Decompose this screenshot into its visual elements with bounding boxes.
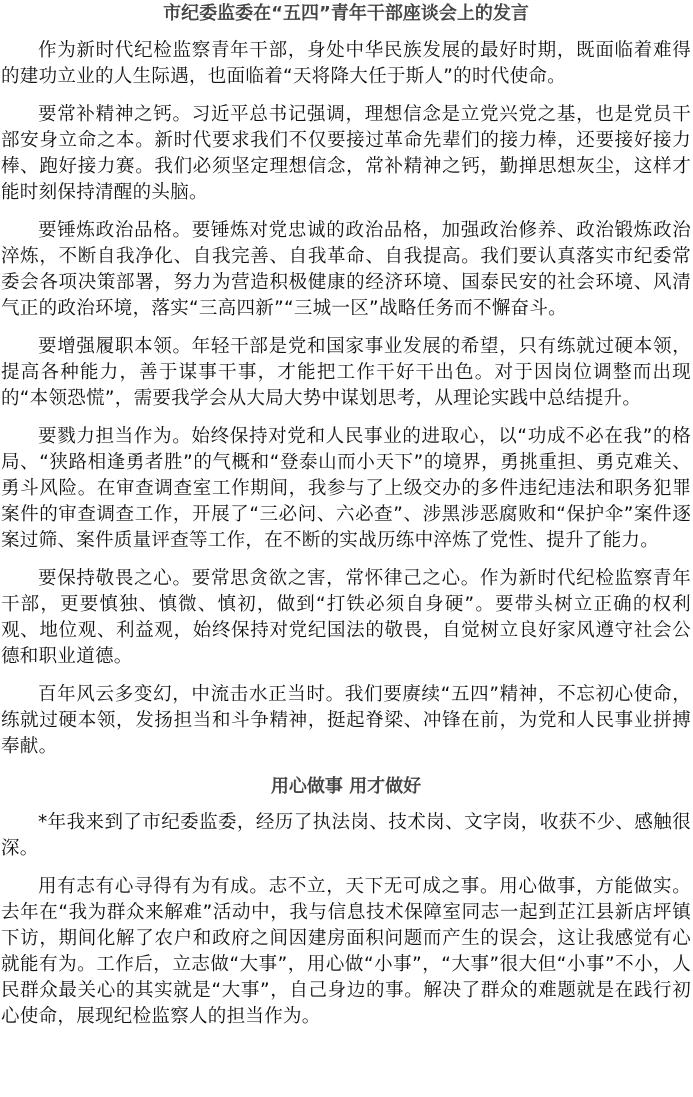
article-paragraph: 要戮力担当作为。始终保持对党和人民事业的进取心，以“功成不必在我”的格局、“狭路相逢勇者胜”的气概和“登泰山而小天下”的境界，勇挑重担、勇克难关、勇斗风险。在审查调查室工作期间，我参与了上级交办的多件违纪违法和职务犯罪案件的审查调查工作，开展了“三必问、六必查”、涉黑涉恶腐败和“保护伞”案件逐案过筛、案件质量评查等工作，在不断的实战历练中淬炼了党性、提升了能力。	[1, 426, 691, 551]
article-paragraph: 要增强履职本领。年轻干部是党和国家事业发展的希望，只有练就过硬本领，提高各种能力，善于谋事干事，才能把工作干好干出色。对于因岗位调整而出现的“本领恐慌”，需要我学会从大局大势中谋划思考，从理论实践中总结提升。	[1, 336, 691, 409]
article-paragraph: 作为新时代纪检监察青年干部，身处中华民族发展的最好时期，既面临着难得的建功立业的人生际遇，也面临着“天将降大任于斯人”的时代使命。	[1, 40, 691, 87]
article-paragraph: 要常补精神之钙。习近平总书记强调，理想信念是立党兴党之基，也是党员干部安身立命之本。新时代要求我们不仅要接过革命先辈们的接力棒，还要接好接力棒、跑好接力赛。我们必须坚定理想信念，常补精神之钙，勤掸思想灰尘，这样才能时刻保持清醒的头脑。	[1, 104, 691, 203]
article-title: 市纪委监委在“五四”青年干部座谈会上的发言	[163, 3, 529, 24]
article-paragraph: 百年风云多变幻，中流击水正当时。我们要赓续“五四”精神，不忘初心使命，练就过硬本领，发扬担当和斗争精神，挺起脊梁、冲锋在前，为党和人民事业拼搏奉献。	[1, 684, 691, 757]
article-paragraph: 要锤炼政治品格。要锤炼对党忠诚的政治品格，加强政治修养、政治锻炼政治淬炼，不断自我净化、自我完善、自我革命、自我提高。我们要认真落实市纪委常委会各项决策部署，努力为营造积极健康的经济环境、国泰民安的社会环境、风清气正的政治环境，落实“三高四新”“三城一区”战略任务而不懈奋斗。	[1, 220, 691, 319]
article-paragraph: 要保持敬畏之心。要常思贪欲之害，常怀律己之心。作为新时代纪检监察青年干部，更要慎独、慎微、慎初，做到“打铁必须自身硬”。要带头树立正确的权利观、地位观、利益观，始终保持对党纪国法的敬畏，自觉树立良好家风遵守社会公德和职业道德。	[1, 568, 691, 667]
article-paragraph: 用有志有心寻得有为有成。志不立，天下无可成之事。用心做事，方能做实。去年在“我为群众来解难”活动中，我与信息技术保障室同志一起到芷江县新店坪镇下访，期间化解了农户和政府之间因建房面积问题而产生的误会，这让我感觉有心就能有为。工作后，立志做“大事”，用心做“小事”，“大事”很大但“小事”不小，人民群众最关心的其实就是“大事”，自己身边的事。解决了群众的难题就是在践行初心使命，展现纪检监察人的担当作为。	[1, 876, 691, 1027]
article-paragraph: *年我来到了市纪委监委，经历了执法岗、技术岗、文字岗，收获不少、感触很深。	[1, 812, 691, 859]
section-title: 用心做事 用才做好	[270, 776, 422, 797]
